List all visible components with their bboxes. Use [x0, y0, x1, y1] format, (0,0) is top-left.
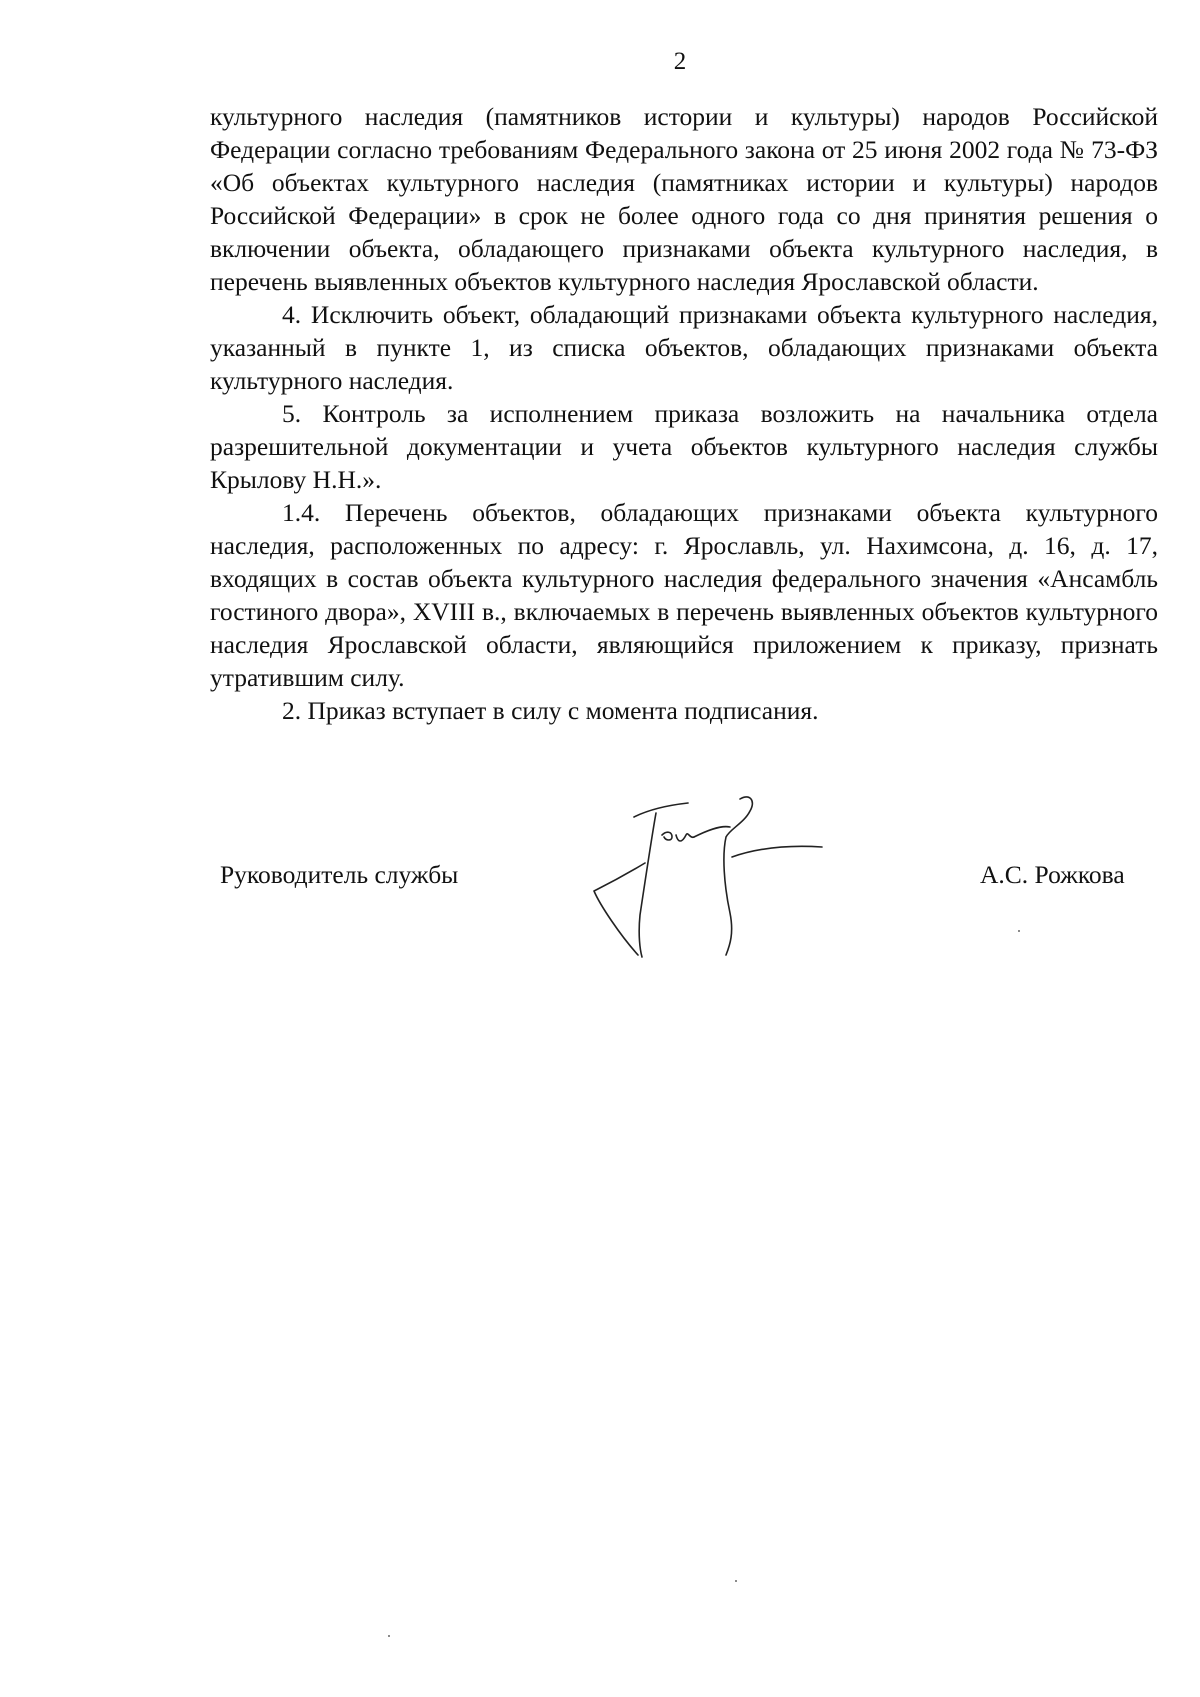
handwritten-signature [590, 795, 850, 965]
signatory-name: А.С. Рожкова [980, 860, 1125, 889]
paragraph-item-4: 4. Исключить объект, обладающий признаками объекта культурного наследия, указанный в пункте 1, из списка объектов, обладающих признаками объекта культурного наследия. [210, 300, 1158, 395]
paragraph-item-2: 2. Приказ вступает в силу с момента подписания. [282, 696, 819, 725]
paragraph-continuation: культурного наследия (памятников истории и культуры) народов Российской Федерации согласно требованиям Федерального закона от 25 июня 2002 года № 73-ФЗ «Об объектах культурного наследия (памятниках истории и культуры) народов Российской Федерации» в срок не более одного года со дня принятия решения о включении объекта, обладающего признаками объекта культурного наследия, в перечень выявленных объектов культурного наследия Ярославской области. [210, 102, 1158, 296]
paragraph-item-5: 5. Контроль за исполнением приказа возложить на начальника отдела разрешительной документации и учета объектов культурного наследия службы Крылову Н.Н.». [210, 399, 1158, 494]
scan-speck [1018, 930, 1020, 932]
document-body [210, 100, 1158, 727]
paragraph-item-1-4: 1.4. Перечень объектов, обладающих признаками объекта культурного наследия, расположенных по адресу: г. Ярославль, ул. Нахимсона, д. 16, д. 17, входящих в состав объекта культурного наследия федерального значения «Ансамбль гостиного двора», XVIII в., включаемых в перечень выявленных объектов культурного наследия Ярославской области, являющийся приложением к приказу, признать утратившим силу. [210, 498, 1158, 692]
scan-speck [388, 1635, 390, 1637]
scan-speck [735, 1580, 737, 1582]
signatory-title: Руководитель службы [220, 860, 459, 889]
page-number: 2 [673, 48, 687, 75]
